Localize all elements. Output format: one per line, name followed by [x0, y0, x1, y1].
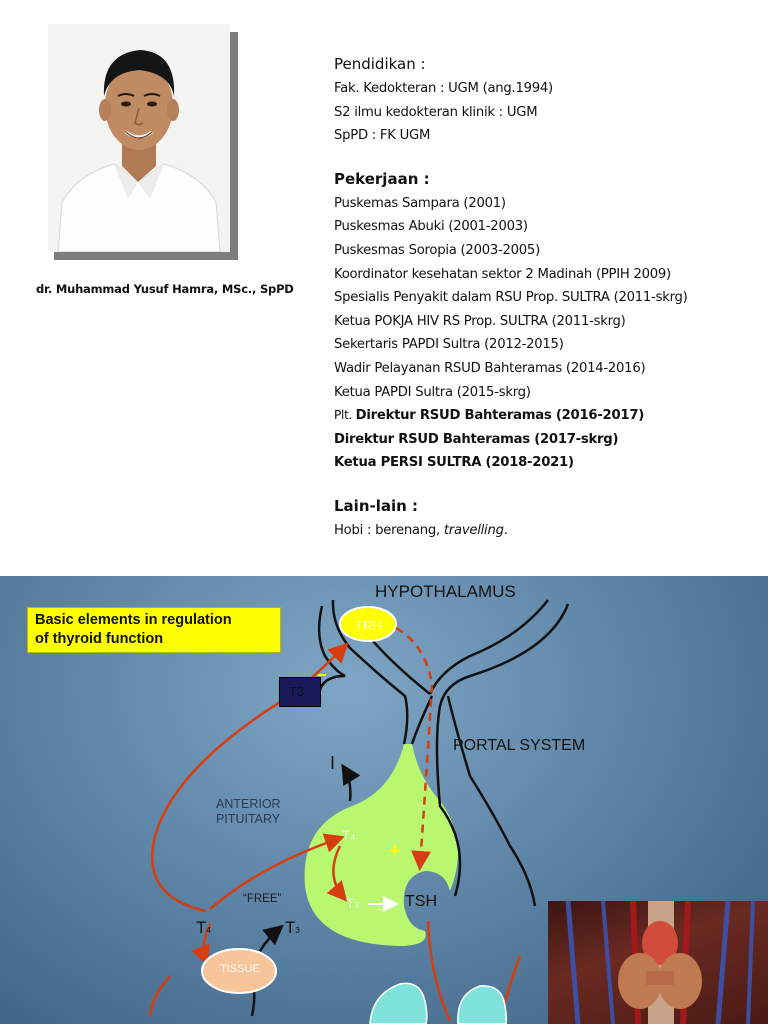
anterior-label: ANTERIOR: [216, 797, 281, 811]
work-item: Puskesmas Abuki (2001-2003): [334, 219, 528, 235]
slide-title-line: Basic elements in regulation: [35, 612, 232, 628]
t3-free-label: [285, 918, 300, 938]
slide-title-line: of thyroid function: [35, 631, 164, 647]
sub-4: 4: [350, 833, 356, 842]
sub-3: 3: [354, 901, 360, 910]
work-item: Ketua POKJA HIV RS Prop. SULTRA (2011-skrg): [334, 313, 626, 329]
thyroid-anatomy-image: [548, 901, 768, 1024]
thyroid-regulation-slide: [0, 576, 768, 1024]
t3-pituitary-label: [346, 895, 359, 911]
tsh-label: TSH: [405, 893, 437, 910]
work-item: Koordinator kesehatan sektor 2 Madinah (PPIH 2009): [334, 266, 671, 282]
t3-box-label: T3: [289, 684, 305, 699]
work-item: Puskesmas Soropia (2003-2005): [334, 242, 540, 258]
t-letter: T: [196, 918, 207, 937]
t4-pituitary-label: [342, 827, 355, 843]
trh-label: TRH: [355, 618, 382, 633]
hobby-line: [334, 519, 754, 543]
anterior-pituitary-label: [216, 797, 281, 827]
t3-box: [279, 677, 321, 707]
t-letter: T: [342, 827, 351, 843]
work-item: Puskemas Sampara (2001): [334, 195, 506, 211]
t4-free-label: [196, 918, 211, 938]
t-letter: T: [285, 918, 296, 937]
profile-name: dr. Muhammad Yusuf Hamra, MSc., SpPD: [36, 282, 294, 296]
plt-rest: Direktur RSUD Bahteramas (2016-2017): [355, 408, 645, 424]
plt-prefix: Plt.: [334, 408, 356, 423]
education-heading: Pendidikan :: [334, 55, 426, 73]
education-item: Fak. Kedokteran : UGM (ang.1994): [334, 81, 553, 96]
hobby-prefix: Hobi : berenang,: [334, 522, 444, 538]
work-item: Ketua PAPDI Sultra (2015-skrg): [334, 384, 531, 400]
work-item: Sekertaris PAPDI Sultra (2012-2015): [334, 337, 564, 353]
work-item-plt: [334, 404, 754, 428]
work-item: Spesialis Penyakit dalam RSU Prop. SULTRA (2011-skrg): [334, 290, 688, 306]
iodine-label: I: [330, 753, 336, 773]
work-item: Wadir Pelayanan RSUD Bahteramas (2014-2016): [334, 360, 646, 376]
minus-sign: −: [376, 901, 385, 917]
education-item: SpPD : FK UGM: [334, 128, 431, 144]
tissue-label: TISSUE: [220, 963, 260, 975]
work-item-bold: Direktur RSUD Bahteramas (2017-skrg): [334, 431, 619, 447]
hobby-suffix: .: [503, 522, 508, 538]
hobby-italic: travelling: [443, 522, 504, 538]
portal-system-label: PORTAL SYSTEM: [453, 737, 586, 754]
sub-3: 3: [295, 926, 300, 935]
t-letter: T: [346, 895, 355, 911]
sub-4: 4: [206, 926, 211, 935]
other-heading: Lain-lain :: [334, 496, 419, 515]
free-label: “FREE”: [243, 893, 282, 905]
work-heading: Pekerjaan :: [334, 169, 430, 188]
work-item-bold: Ketua PERSI SULTRA (2018-2021): [334, 455, 574, 471]
portrait-photo: [48, 24, 230, 252]
portrait-photo-frame: [48, 24, 236, 258]
hypothalamus-label: HYPOTHALAMUS: [375, 582, 516, 601]
pituitary-label: PITUITARY: [216, 812, 281, 826]
cv-section: [334, 55, 754, 543]
plus-sign: +: [389, 840, 401, 862]
slide-title-box: [27, 607, 281, 653]
education-item: S2 ilmu kedokteran klinik : UGM: [334, 104, 538, 120]
